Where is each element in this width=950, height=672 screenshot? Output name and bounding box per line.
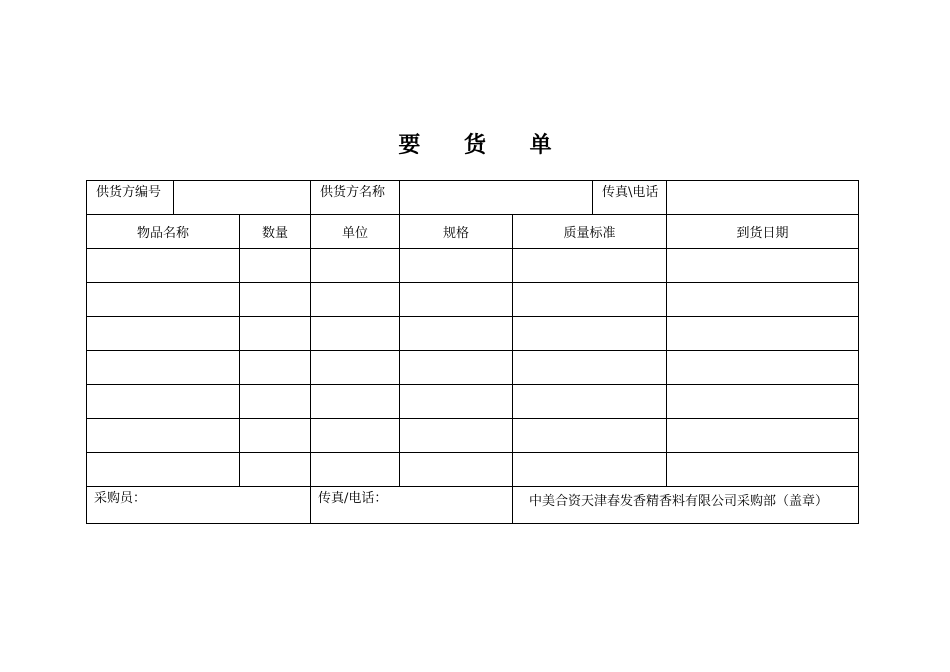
cell-arrival-date[interactable] [667, 385, 859, 419]
form-title: 要 货 单 [398, 132, 570, 158]
cell-arrival-date[interactable] [667, 249, 859, 283]
cell-quantity[interactable] [240, 249, 311, 283]
cell-quantity[interactable] [240, 317, 311, 351]
supplier-row [87, 181, 859, 215]
supplier-code-label: 供货方编号 [87, 181, 174, 215]
cell-spec[interactable] [400, 385, 513, 419]
supplier-fax-field[interactable] [667, 181, 859, 215]
cell-quality[interactable] [513, 249, 667, 283]
cell-item-name[interactable] [87, 283, 240, 317]
cell-quantity[interactable] [240, 419, 311, 453]
supplier-fax-label: 传真\电话 [593, 181, 667, 215]
cell-quantity[interactable] [240, 283, 311, 317]
cell-quantity[interactable] [240, 385, 311, 419]
table-row [87, 283, 859, 317]
col-header-quality: 质量标准 [513, 215, 667, 249]
cell-quality[interactable] [513, 453, 667, 487]
cell-quality[interactable] [513, 317, 667, 351]
col-header-arrival-date: 到货日期 [667, 215, 859, 249]
cell-arrival-date[interactable] [667, 283, 859, 317]
buyer-signature-cell[interactable]: 采购员： [87, 487, 311, 524]
table-row [87, 249, 859, 283]
col-header-spec: 规格 [400, 215, 513, 249]
supplier-name-field[interactable] [400, 181, 593, 215]
cell-item-name[interactable] [87, 351, 240, 385]
col-header-quantity: 数量 [240, 215, 311, 249]
cell-arrival-date[interactable] [667, 317, 859, 351]
cell-item-name[interactable] [87, 317, 240, 351]
footer-row [87, 487, 859, 524]
col-header-unit: 单位 [311, 215, 400, 249]
cell-unit[interactable] [311, 249, 400, 283]
cell-item-name[interactable] [87, 453, 240, 487]
cell-spec[interactable] [400, 351, 513, 385]
cell-quality[interactable] [513, 283, 667, 317]
cell-spec[interactable] [400, 283, 513, 317]
col-header-item-name: 物品名称 [87, 215, 240, 249]
cell-arrival-date[interactable] [667, 351, 859, 385]
order-form-table [86, 180, 859, 524]
cell-item-name[interactable] [87, 385, 240, 419]
footer-fax-cell[interactable]: 传真/电话： [311, 487, 513, 524]
cell-quantity[interactable] [240, 453, 311, 487]
cell-unit[interactable] [311, 419, 400, 453]
cell-item-name[interactable] [87, 419, 240, 453]
cell-spec[interactable] [400, 419, 513, 453]
cell-item-name[interactable] [87, 249, 240, 283]
cell-quality[interactable] [513, 351, 667, 385]
cell-spec[interactable] [400, 249, 513, 283]
cell-unit[interactable] [311, 385, 400, 419]
cell-unit[interactable] [311, 351, 400, 385]
cell-quality[interactable] [513, 419, 667, 453]
cell-arrival-date[interactable] [667, 419, 859, 453]
supplier-code-field[interactable] [174, 181, 311, 215]
table-row [87, 385, 859, 419]
table-row [87, 419, 859, 453]
cell-spec[interactable] [400, 453, 513, 487]
supplier-name-label: 供货方名称 [311, 181, 400, 215]
table-row [87, 317, 859, 351]
cell-unit[interactable] [311, 453, 400, 487]
cell-unit[interactable] [311, 283, 400, 317]
cell-unit[interactable] [311, 317, 400, 351]
table-row [87, 351, 859, 385]
cell-quality[interactable] [513, 385, 667, 419]
table-row [87, 453, 859, 487]
company-stamp-text: 中美合资天津春发香精香料有限公司采购部（盖章） [513, 487, 859, 524]
column-header-row [87, 215, 859, 249]
cell-arrival-date[interactable] [667, 453, 859, 487]
cell-quantity[interactable] [240, 351, 311, 385]
cell-spec[interactable] [400, 317, 513, 351]
